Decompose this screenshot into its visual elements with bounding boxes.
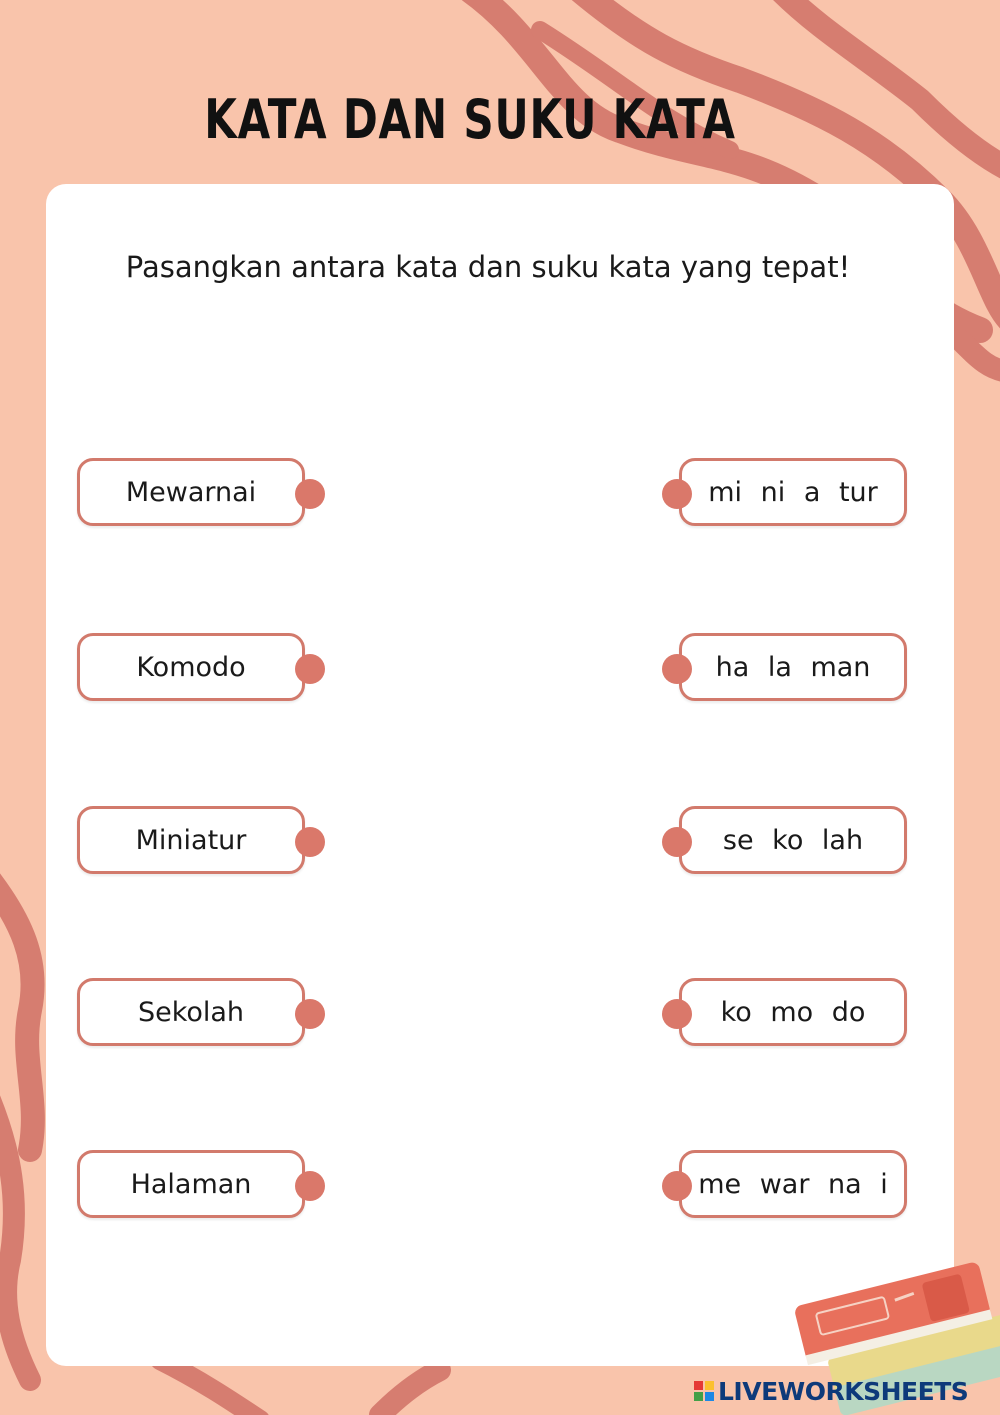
syllable-connector-dot[interactable] xyxy=(662,827,692,857)
syllable-label: se ko lah xyxy=(722,824,864,856)
syllable-connector-dot[interactable] xyxy=(662,999,692,1029)
syllable-label: ko mo do xyxy=(720,996,866,1028)
syllable-label: me war na i xyxy=(698,1168,888,1200)
word-label: Mewarnai xyxy=(125,476,257,508)
instruction-text: Pasangkan antara kata dan suku kata yang tepat! xyxy=(125,250,851,284)
syllable-connector-dot[interactable] xyxy=(662,1171,692,1201)
word-box-sekolah[interactable] xyxy=(77,978,305,1046)
word-connector-dot[interactable] xyxy=(295,999,325,1029)
word-connector-dot[interactable] xyxy=(295,1171,325,1201)
syllable-box-me-war-na-i[interactable] xyxy=(679,1150,907,1218)
syllable-connector-dot[interactable] xyxy=(662,479,692,509)
word-connector-dot[interactable] xyxy=(295,479,325,509)
syllable-label: mi ni a tur xyxy=(708,476,878,508)
word-label: Komodo xyxy=(136,651,246,683)
syllable-box-mi-ni-a-tur[interactable] xyxy=(679,458,907,526)
syllable-label: ha la man xyxy=(715,651,871,683)
word-connector-dot[interactable] xyxy=(295,654,325,684)
page-title: KATA DAN SUKU KATA xyxy=(204,88,736,151)
word-connector-dot[interactable] xyxy=(295,827,325,857)
syllable-box-ha-la-man[interactable] xyxy=(679,633,907,701)
word-box-mewarnai[interactable] xyxy=(77,458,305,526)
brand-name: LIVEWORKSHEETS xyxy=(718,1376,969,1406)
word-box-komodo[interactable] xyxy=(77,633,305,701)
liveworksheets-logo[interactable] xyxy=(694,1375,968,1407)
liveworksheets-icon xyxy=(694,1381,714,1401)
syllable-connector-dot[interactable] xyxy=(662,654,692,684)
word-label: Miniatur xyxy=(135,824,247,856)
word-box-halaman[interactable] xyxy=(77,1150,305,1218)
syllable-box-ko-mo-do[interactable] xyxy=(679,978,907,1046)
word-box-miniatur[interactable] xyxy=(77,806,305,874)
syllable-box-se-ko-lah[interactable] xyxy=(679,806,907,874)
word-label: Sekolah xyxy=(137,996,245,1028)
word-label: Halaman xyxy=(130,1168,252,1200)
